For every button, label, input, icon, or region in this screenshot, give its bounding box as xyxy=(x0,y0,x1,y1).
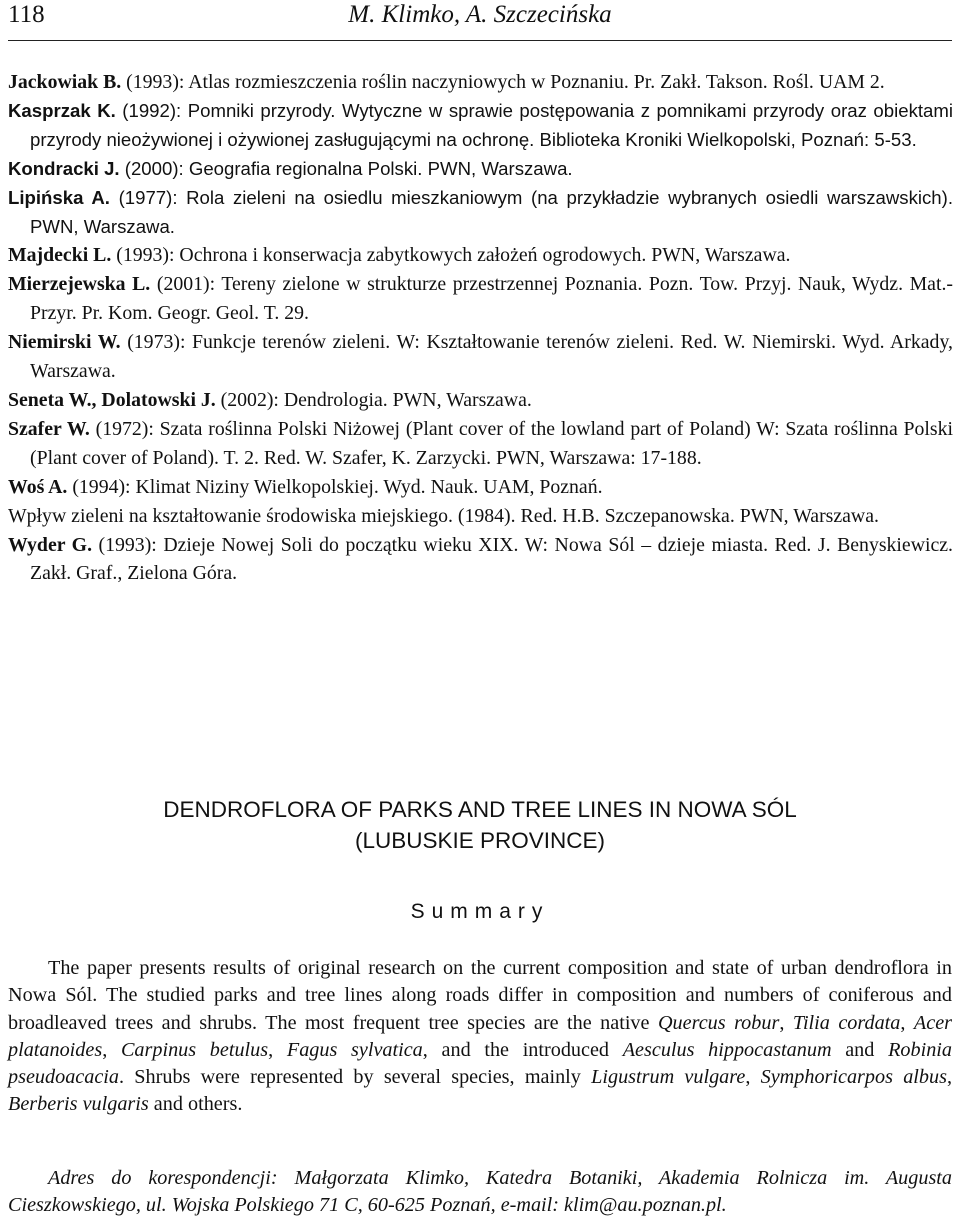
reference-text: (2002): Dendrologia. PWN, Warszawa. xyxy=(215,388,532,411)
summary-text-part: The paper presents results of original research on the current composition and state of urban dendroflora in Nowa Sól. The studied parks and tree lines along roads differ in composition and numbers of coniferous and broadleaved trees and shrubs. The most frequent tree species are the native xyxy=(8,957,952,1034)
reference-text: (1993): Atlas rozmieszczenia roślin naczyniowych w Poznaniu. Pr. Zakł. Takson. Rośl. UAM 2. xyxy=(121,71,885,93)
summary-title xyxy=(0,794,960,856)
reference-list xyxy=(8,68,953,588)
reference-item xyxy=(8,328,953,386)
reference-item xyxy=(8,270,953,328)
reference-text: (1992): Pomniki przyrody. Wytyczne w sprawie postępowania z pomnikami przyrody oraz obiektami przyrody nieożywionej i ożywionej zasługującymi na ochronę. Biblioteka Kroniki Wielkopolski, Poznań: 5-53. xyxy=(30,99,953,150)
reference-author: Woś A. xyxy=(8,475,68,498)
reference-item xyxy=(8,386,953,415)
reference-author: Majdecki L. xyxy=(8,244,112,267)
reference-item xyxy=(8,184,953,242)
species-name: Ligustrum vulgare xyxy=(591,1066,746,1089)
reference-text: (1973): Funkcje terenów zieleni. W: Kształtowanie terenów zieleni. Red. W. Niemirski. Wyd. Arkady, Warszawa. xyxy=(30,331,954,383)
reference-item xyxy=(8,473,953,502)
species-name: Berberis vulgaris xyxy=(8,1093,149,1116)
reference-author: Niemirski W. xyxy=(8,331,121,354)
running-head: M. Klimko, A. Szczecińska xyxy=(348,1,612,28)
reference-text: (2000): Geografia regionalna Polski. PWN, Warszawa. xyxy=(119,157,573,179)
reference-item xyxy=(8,155,953,184)
reference-item xyxy=(8,97,953,155)
species-name: Aesculus hippocastanum xyxy=(622,1038,832,1061)
reference-item xyxy=(8,531,953,589)
reference-text: (1994): Klimat Niziny Wielkopolskiej. Wyd. Nauk. UAM, Poznań. xyxy=(67,475,603,498)
reference-author: Szafer W. xyxy=(8,417,90,440)
summary-text-part: , xyxy=(779,1011,793,1034)
summary-title-line: DENDROFLORA OF PARKS AND TREE LINES IN NOWA SÓL xyxy=(163,797,797,822)
species-name: Robinia pseudoacacia xyxy=(8,1038,952,1089)
reference-text: (2001): Tereny zielone w strukturze przestrzennej Poznania. Pozn. Tow. Przyj. Nauk, Wydz. Mat.-Przyr. Pr. Kom. Geogr. Geol. T. 29. xyxy=(30,273,953,325)
summary-paragraph xyxy=(8,955,952,1119)
summary-text-part: , xyxy=(268,1038,287,1061)
reference-author: Jackowiak B. xyxy=(8,71,122,93)
species-name: Fagus sylvatica xyxy=(286,1038,423,1061)
reference-item xyxy=(8,68,953,97)
reference-author: Lipińska A. xyxy=(8,186,110,208)
summary-heading: Summary xyxy=(410,900,550,923)
summary-title-line: (LUBUSKIE PROVINCE) xyxy=(354,828,606,853)
summary-text-part: , xyxy=(900,1011,914,1034)
reference-author: Wyder G. xyxy=(8,533,93,556)
reference-text: Wpływ zieleni na kształtowanie środowiska miejskiego. (1984). Red. H.B. Szczepanowska. PWN, Warszawa. xyxy=(8,504,879,527)
reference-author: Kondracki J. xyxy=(8,157,120,179)
summary-text-part: , xyxy=(745,1066,761,1089)
correspondence-address: Adres do korespondencji: Małgorzata Klimko, Katedra Botaniki, Akademia Rolnicza im. Augusta Cieszkowskiego, ul. Wojska Polskiego 71 C, 60-625 Poznań, e-mail: klim@au.poznan.pl. xyxy=(8,1167,952,1217)
reference-item xyxy=(8,502,953,531)
reference-item xyxy=(8,241,953,270)
summary-text-part: . Shrubs were represented by several species, mainly xyxy=(119,1066,592,1089)
species-name: Acer platanoides xyxy=(8,1011,953,1061)
reference-author: Kasprzak K. xyxy=(8,99,116,121)
reference-author: Mierzejewska L. xyxy=(8,273,151,296)
species-name: Symphoricarpos albus xyxy=(760,1066,947,1089)
reference-item xyxy=(8,415,953,473)
species-name: Tilia cordata xyxy=(792,1011,901,1034)
page-number: 118 xyxy=(8,1,45,28)
reference-text: (1972): Szata roślinna Polski Niżowej (Plant cover of the lowland part of Poland) W: Szata roślinna Polski (Plant cover of Poland). T. 2. Red. W. Szafer, K. Zarzycki. PWN, Warszawa: 17-188. xyxy=(30,417,953,469)
reference-text: (1977): Rola zieleni na osiedlu mieszkaniowym (na przykładzie wybranych osiedli warszawskich). PWN, Warszawa. xyxy=(30,186,954,237)
page-header xyxy=(8,0,952,41)
summary-text-part: and others. xyxy=(148,1093,243,1116)
summary-text-part: , xyxy=(946,1066,952,1089)
reference-text: (1993): Dzieje Nowej Soli do początku wieku XIX. W: Nowa Sól – dzieje miasta. Red. J. Benyskiewicz. Zakł. Graf., Zielona Góra. xyxy=(30,533,953,585)
summary-text-part: , xyxy=(102,1038,121,1061)
species-name: Carpinus betulus xyxy=(120,1038,269,1061)
reference-author: Seneta W., Dolatowski J. xyxy=(8,388,216,411)
species-name: Quercus robur xyxy=(657,1011,780,1034)
reference-text: (1993): Ochrona i konserwacja zabytkowych założeń ogrodowych. PWN, Warszawa. xyxy=(111,244,791,267)
summary-text-part: , and the introduced xyxy=(422,1038,623,1061)
summary-text-part: and xyxy=(831,1038,889,1061)
